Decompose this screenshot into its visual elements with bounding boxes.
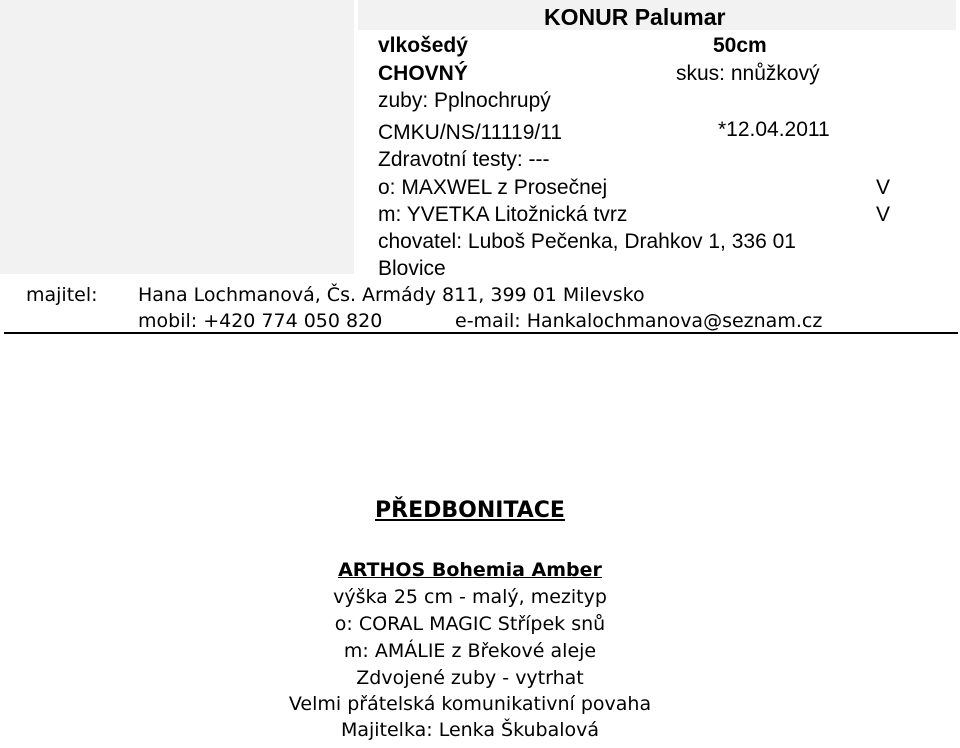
owner-address: Hana Lochmanová, Čs. Armády 811, 399 01 Milevsko [138,284,645,306]
mother-line: m: YVETKA Litožnická tvrz [378,203,628,226]
owner-email: e-mail: Hankalochmanova@seznam.cz [455,310,823,332]
prebonitace-heading: PŘEDBONITACE [375,498,565,523]
mother-grade: V [876,203,891,226]
health-tests: Zdravotní testy: --- [378,148,550,171]
teeth-info: zuby: Pplnochrupý [378,89,551,112]
dog-color: vlkošedý [378,34,468,57]
prebonitace-line: výška 25 cm - malý, mezityp [333,586,607,608]
prebonitace-line: Zdvojené zuby - vytrhat [356,667,584,689]
prebonitace-line: Majitelka: Lenka Škubalová [340,719,600,741]
father-line: o: MAXWEL z Prosečnej [378,176,608,199]
dog-title: KONUR Palumar [544,4,726,30]
owner-label: majitel: [26,284,98,306]
owner-mobile: mobil: +420 774 050 820 [138,310,383,332]
breeding-status: CHOVNÝ [378,62,468,85]
breeder-line-2: Blovice [378,257,446,280]
prebonitace-line: Velmi přátelská komunikativní povaha [288,693,652,715]
prebonitace-line: m: AMÁLIE z Břekové aleje [343,640,597,662]
birth-date: *12.04.2011 [718,118,830,141]
section-divider [4,332,958,334]
header-left-cell [0,0,354,274]
bite-info: skus: nnůžkový [676,62,820,85]
registration-number: CMKU/NS/11119/11 [378,121,563,144]
dog-height: 50cm [713,34,767,57]
prebonitace-line: o: CORAL MAGIC Střípek snů [334,613,606,635]
breeder-line-1: chovatel: Luboš Pečenka, Drahkov 1, 336 01 [378,230,796,253]
father-grade: V [876,176,891,199]
prebonitace-dog-name: ARTHOS Bohemia Amber [338,559,602,581]
